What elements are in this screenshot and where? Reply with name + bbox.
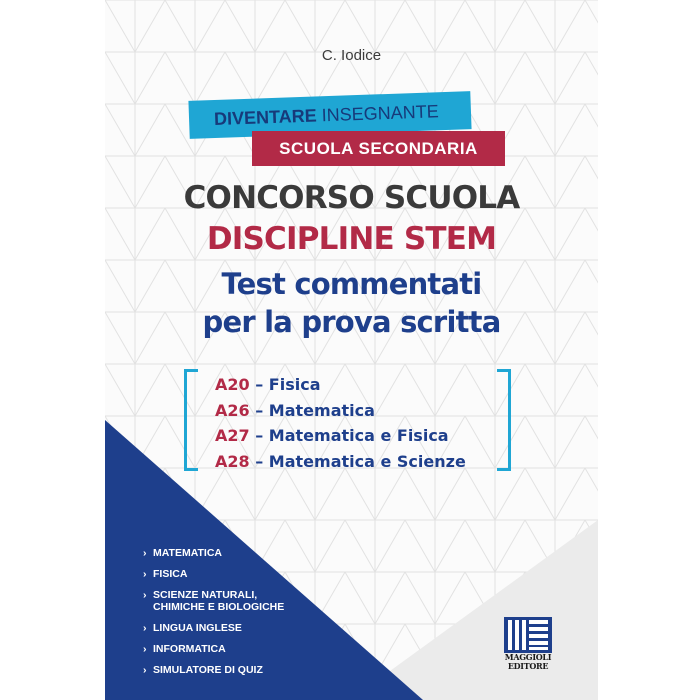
class-code: A26 — [215, 400, 250, 420]
subject-label: SIMULATORE DI QUIZ — [153, 664, 263, 676]
bullet-arrow-icon: › — [143, 547, 147, 559]
subject-item — [143, 664, 284, 676]
subject-item — [143, 568, 284, 580]
subject-item — [143, 643, 284, 655]
subject-label: MATEMATICA — [153, 547, 223, 559]
bullet-arrow-icon: › — [143, 664, 147, 676]
subject-list — [143, 547, 284, 685]
subject-item — [143, 589, 284, 613]
class-name: – Matematica e Scienze — [249, 451, 466, 471]
class-code: A27 — [215, 426, 250, 445]
title-line-2: DISCIPLINE STEM — [206, 221, 497, 257]
series-tag-secondary: SCUOLA SECONDARIA — [252, 131, 505, 166]
author-name: C. Iodice — [321, 47, 382, 64]
subject-label: LINGUA INGLESE — [153, 622, 242, 634]
series-tag-regular: INSEGNANTE — [316, 101, 440, 126]
subject-label: INFORMATICA — [153, 643, 226, 655]
publisher-name-line-2: EDITORE — [507, 661, 549, 671]
subject-item — [143, 622, 284, 634]
subject-label: FISICA — [153, 568, 188, 580]
bullet-arrow-icon: › — [143, 643, 147, 655]
publisher-name — [500, 653, 556, 671]
maggioli-m-logo-icon — [504, 617, 552, 653]
subject-label: SCIENZE NATURALI, CHIMICHE E BIOLOGICHE — [153, 589, 285, 613]
title-line-1: CONCORSO SCUOLA — [183, 180, 520, 216]
bullet-arrow-icon: › — [143, 622, 147, 634]
publisher-name-line-1: MAGGIOLI — [504, 652, 552, 662]
class-name: – Matematica e Fisica — [249, 426, 449, 445]
class-name: – Matematica — [249, 400, 375, 420]
bullet-arrow-icon: › — [143, 568, 147, 580]
class-code: A28 — [215, 451, 250, 471]
subtitle-line-2: per la prova scritta — [202, 305, 501, 339]
series-tag-bold: DIVENTARE — [213, 105, 318, 130]
subtitle-line-1: Test commentati — [221, 267, 482, 301]
book-cover — [105, 0, 598, 700]
subject-item — [143, 547, 284, 559]
class-name: – Fisica — [249, 375, 321, 394]
bullet-arrow-icon: › — [143, 589, 147, 601]
class-code: A20 — [215, 375, 250, 394]
